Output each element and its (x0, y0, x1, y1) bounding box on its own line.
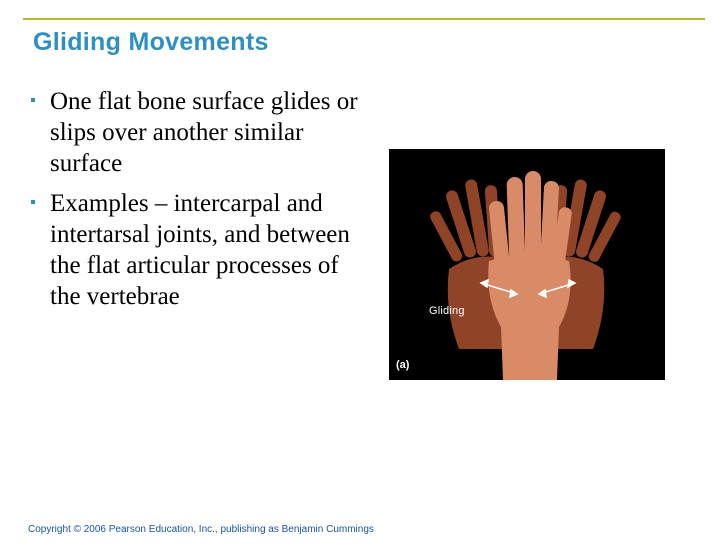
slide-title: Gliding Movements (33, 28, 269, 56)
bullet-square-icon (31, 98, 35, 102)
figure-part-label: (a) (396, 359, 410, 371)
hands-gliding-photo (389, 149, 665, 380)
bullet-item (31, 86, 361, 179)
top-rule (23, 18, 705, 20)
copyright-footer: Copyright © 2006 Pearson Education, Inc., publishing as Benjamin Cummings (28, 524, 374, 535)
bullet-text: Examples – intercarpal and intertarsal joints, and between the flat articular processes of the vertebrae (50, 190, 350, 310)
bullet-list (31, 86, 361, 312)
bullet-text: One flat bone surface glides or slips over another similar surface (50, 88, 358, 177)
gliding-label: Gliding (429, 305, 465, 317)
bullet-item (31, 188, 361, 312)
hands-illustration (389, 149, 665, 380)
bullet-square-icon (31, 200, 35, 204)
